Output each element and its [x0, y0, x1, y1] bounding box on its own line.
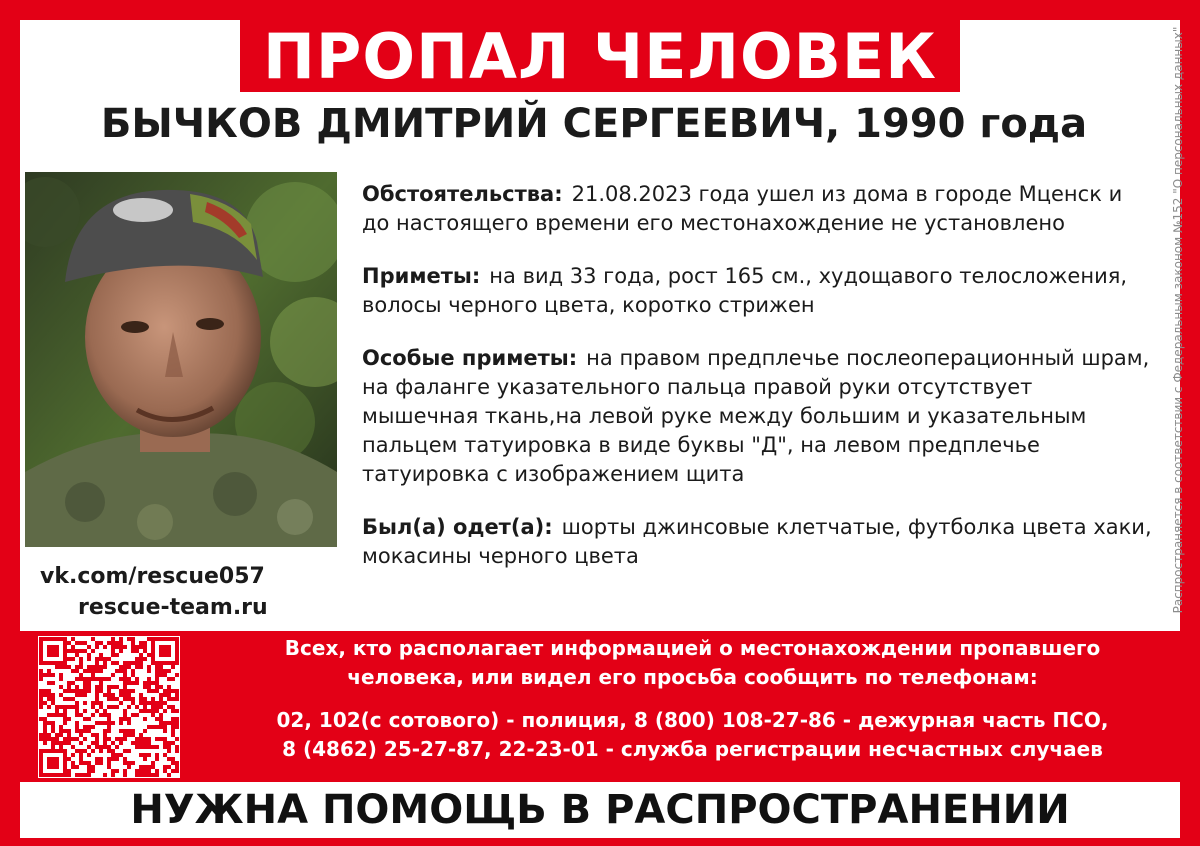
qr-code[interactable]	[38, 636, 180, 778]
poster-headline: ПРОПАЛ ЧЕЛОВЕК	[240, 20, 960, 92]
special-marks-paragraph	[362, 344, 1152, 489]
vk-link[interactable]: vk.com/rescue057	[40, 564, 265, 589]
description-paragraph	[362, 262, 1152, 320]
contact-links	[40, 561, 340, 623]
person-name-line: БЫЧКОВ ДМИТРИЙ СЕРГЕЕВИЧ, 1990 года	[100, 101, 1088, 147]
description-label: Приметы:	[362, 264, 481, 288]
special-marks-label: Особые приметы:	[362, 346, 578, 370]
clothing-label: Был(а) одет(а):	[362, 515, 553, 539]
description-text: на вид 33 года, рост 165 см., худощавого телосложения, волосы черного цвета, коротко стрижен	[362, 264, 1128, 317]
side-notice-text: Распространяется в соответствии с Федеральным законом №152 "О персональных данных"	[1171, 26, 1185, 614]
special-marks-text: на правом предплечье послеоперационный шрам, на фаланге указательного пальца правой руки отсутствует мышечная ткань,на левой руке между большим и указательным пальцем татуировка в виде буквы "Д", на левом предплечье татуировка с изображением щита	[362, 346, 1150, 486]
red-frame-top	[0, 0, 1200, 20]
appeal-text	[200, 634, 1185, 692]
phone-numbers	[200, 706, 1185, 764]
appeal-line: человека, или видел его просьба сообщить по телефонам:	[347, 665, 1038, 689]
person-photo-image	[25, 172, 337, 547]
appeal-line: Всех, кто располагает информацией о местонахождении пропавшего	[284, 636, 1101, 660]
person-photo	[25, 172, 337, 547]
footer-banner: НУЖНА ПОМОЩЬ В РАСПРОСТРАНЕНИИ	[20, 782, 1180, 838]
circumstances-paragraph	[362, 180, 1152, 238]
clothing-paragraph	[362, 513, 1152, 571]
qr-code-image	[38, 636, 180, 778]
clothing-text: шорты джинсовые клетчатые, футболка цвета хаки, мокасины черного цвета	[362, 515, 1152, 568]
circumstances-label: Обстоятельства:	[362, 182, 563, 206]
person-details	[362, 180, 1152, 571]
website-link[interactable]: rescue-team.ru	[78, 595, 268, 620]
phone-line[interactable]: 02, 102(с сотового) - полиция, 8 (800) 108-27-86 - дежурная часть ПСО,	[276, 708, 1109, 732]
circumstances-text: 21.08.2023 года ушел из дома в городе Мценск и до настоящего времени его местонахождение не установлено	[362, 182, 1123, 235]
phone-line[interactable]: 8 (4862) 25-27-87, 22-23-01 - служба регистрации несчастных случаев	[282, 737, 1103, 761]
